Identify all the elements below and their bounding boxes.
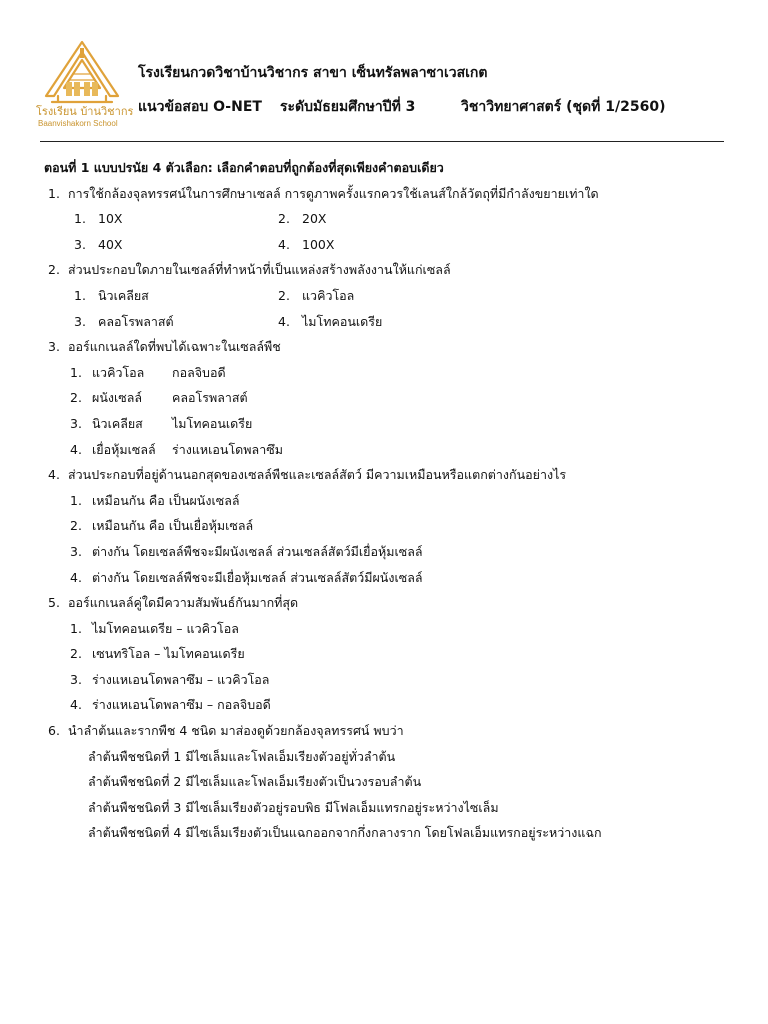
choice-3: 3. นิวเคลียส ไมโทคอนเดรีย bbox=[70, 415, 253, 431]
question-number: 2. bbox=[48, 262, 60, 278]
question-4 bbox=[44, 462, 744, 488]
question-text: ออร์แกเนลล์ใดที่พบได้เฉพาะในเซลล์พืช bbox=[68, 339, 281, 355]
choice-1: 1. 10X bbox=[74, 211, 123, 227]
choice-2: 2. เหมือนกัน คือ เป็นเยื่อหุ้มเซลล์ bbox=[70, 518, 254, 534]
question-2 bbox=[44, 257, 744, 283]
choice-3: 3. คลอโรพลาสต์ bbox=[74, 313, 174, 329]
choice-1: 1. ไมโทคอนเดรีย – แวคิวโอล bbox=[70, 620, 239, 636]
choice-2: 2. 20X bbox=[278, 211, 327, 227]
exam-title: แนวข้อสอบ O-NET bbox=[138, 99, 262, 115]
question-number: 3. bbox=[48, 339, 60, 355]
choice-4: 4. ต่างกัน โดยเซลล์พืชจะมีเยื่อหุ้มเซลล์ ส่วนเซลล์สัตว์มีผนังเซลล์ bbox=[70, 569, 423, 585]
option-row bbox=[44, 283, 744, 309]
question-5 bbox=[44, 590, 744, 616]
choice-2: 2. เซนทริโอล – ไมโทคอนเดรีย bbox=[70, 646, 245, 662]
option-row bbox=[44, 309, 744, 335]
choice-2: 2. แวคิวโอล bbox=[278, 287, 355, 303]
choice-2: 2. ผนังเซลล์ คลอโรพลาสต์ bbox=[70, 390, 248, 406]
part-heading: ตอนที่ 1 แบบปรนัย 4 ตัวเลือก: เลือกคำตอบที่ถูกต้องที่สุดเพียงคำตอบเดียว bbox=[44, 160, 444, 175]
choice-3: 3. 40X bbox=[74, 236, 123, 252]
choice-4: 4. ไมโทคอนเดรีย bbox=[278, 313, 383, 329]
choice-3: 3. ต่างกัน โดยเซลล์พืชจะมีผนังเซลล์ ส่วนเซลล์สัตว์มีเยื่อหุ้มเซลล์ bbox=[70, 543, 423, 559]
question-number: 1. bbox=[48, 185, 60, 201]
question-1 bbox=[44, 181, 744, 207]
header-divider bbox=[40, 141, 724, 142]
question-3 bbox=[44, 334, 744, 360]
question-number: 5. bbox=[48, 595, 60, 611]
choice-4: 4. ร่างแหเอนโดพลาซึม – กอลจิบอดี bbox=[70, 697, 271, 713]
question-text: ส่วนประกอบที่อยู่ด้านนอกสุดของเซลล์พืชและเซลล์สัตว์ มีความเหมือนหรือแตกต่างกันอย่างไร bbox=[68, 467, 567, 483]
question-text: ออร์แกเนลล์คู่ใดมีความสัมพันธ์กันมากที่สุด bbox=[68, 595, 299, 611]
question-text: การใช้กล้องจุลทรรศน์ในการศึกษาเซลล์ การดูภาพครั้งแรกควรใช้เลนส์ใกล้วัตถุที่มีกำลังขยายเท่าใด bbox=[68, 185, 599, 201]
choice-4: 4. เยื่อหุ้มเซลล์ ร่างแหเอนโดพลาซึม bbox=[70, 441, 283, 457]
logo-text-thai: โรงเรียน บ้านวิชากร bbox=[36, 105, 134, 118]
observation-line: ลำต้นพืชชนิดที่ 4 มีไซเล็มเรียงตัวเป็นแฉกออกจากกึ่งกลางราก โดยโฟลเอ็มแทรกอยู่ระหว่างแฉก bbox=[88, 825, 602, 841]
exam-subject: วิชาวิทยาศาสตร์ (ชุดที่ 1/2560) bbox=[461, 99, 666, 115]
choice-1: 1. นิวเคลียส bbox=[74, 287, 149, 303]
option-row bbox=[44, 206, 744, 232]
question-6 bbox=[44, 718, 744, 744]
choice-3: 3. ร่างแหเอนโดพลาซึม – แวคิวโอล bbox=[70, 671, 270, 687]
choice-4: 4. 100X bbox=[278, 236, 335, 252]
observation-line: ลำต้นพืชชนิดที่ 1 มีไซเล็มและโฟลเอ็มเรียงตัวอยู่ทั่วลำต้น bbox=[88, 748, 396, 764]
choice-1: 1. แวคิวโอล กอลจิบอดี bbox=[70, 364, 226, 380]
exam-level: ระดับมัธยมศึกษาปีที่ 3 bbox=[280, 99, 416, 115]
question-text: ส่วนประกอบใดภายในเซลล์ที่ทำหน้าที่เป็นแหล่งสร้างพลังงานให้แก่เซลล์ bbox=[68, 262, 451, 278]
school-name: โรงเรียนกวดวิชาบ้านวิชากร สาขา เซ็นทรัลพลาซาเวสเกต bbox=[138, 65, 488, 81]
choice-1: 1. เหมือนกัน คือ เป็นผนังเซลล์ bbox=[70, 492, 240, 508]
question-number: 4. bbox=[48, 467, 60, 483]
exam-content bbox=[44, 155, 744, 846]
question-number: 6. bbox=[48, 723, 60, 739]
option-row bbox=[44, 232, 744, 258]
observation-line: ลำต้นพืชชนิดที่ 2 มีไซเล็มและโฟลเอ็มเรียงตัวเป็นวงรอบลำต้น bbox=[88, 774, 422, 790]
logo-text-english: Baanvishakorn School bbox=[38, 119, 118, 128]
question-text: นำลำต้นและรากพืช 4 ชนิด มาส่องดูด้วยกล้องจุลทรรศน์ พบว่า bbox=[68, 723, 404, 739]
observation-line: ลำต้นพืชชนิดที่ 3 มีไซเล็มเรียงตัวอยู่รอบพิธ มีโฟลเอ็มแทรกอยู่ระหว่างไซเล็ม bbox=[88, 799, 499, 815]
